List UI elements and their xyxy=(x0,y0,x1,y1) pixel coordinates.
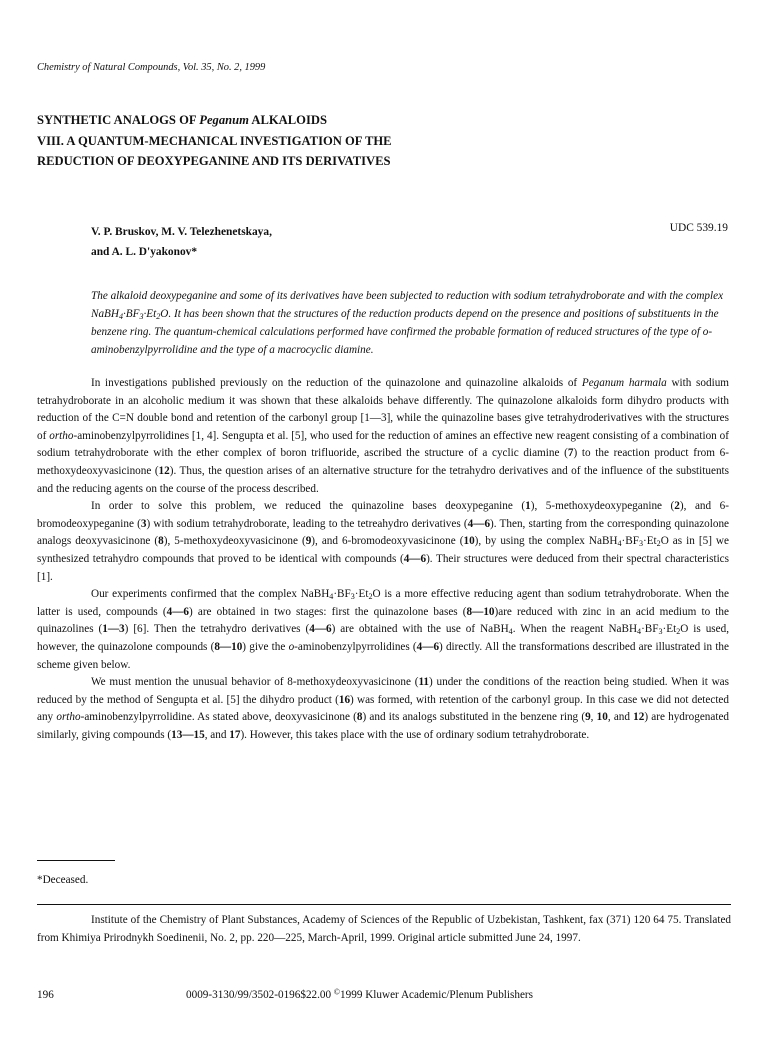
affiliation-rule xyxy=(37,904,731,905)
title-line-3: REDUCTION OF DEOXYPEGANINE AND ITS DERIVATIVES xyxy=(37,154,391,168)
article-title xyxy=(37,110,737,172)
body-text xyxy=(37,375,729,744)
authors-line-1: V. P. Bruskov, M. V. Telezhenetskaya, xyxy=(91,226,272,238)
paragraph-3: Our experiments confirmed that the complex $NaBH_4\cdot BF_3\cdot Et_2O$ is a more effective reducing agent than sodium tetrahydroborate. When the latter is used, compounds (4—6) are obtained in two stages: first the quinazolone bases (8—10)are reduced with zinc in an acid medium to the quinazolines (1—3) [6]. Then the tetrahydro derivatives (4—6) are obtained with the use of NaBH$_4$. When the reagent $NaBH_4\cdot BF_3\cdot Et_2O$ is used, however, the quinazolone compounds (8—10) give the o-aminobenzylpyrrolidines (4—6) directly. All the transformations described are illustrated in the scheme given below. xyxy=(37,588,730,671)
journal-citation: Chemistry of Natural Compounds, Vol. 35, No. 2, 1999 xyxy=(37,62,266,73)
authors-line-2: and A. L. D'yakonov* xyxy=(91,246,198,258)
page-number: 196 xyxy=(37,989,54,1001)
paragraph-4: We must mention the unusual behavior of 8-methoxydeoxyvasicinone (11) under the conditions of the reaction being studied. When it was reduced by the method of Sengupta et al. [5] the dihydro product (16) was formed, with retention of the carbonyl group. In this case we did not detected any ortho-aminobenzylpyrrolidine. As stated above, deoxyvasicinone (8) and its analogs substituted in the benzene ring (9, 10, and 12) are hydrogenated similarly, giving compounds (13—15, and 17). However, this takes place with the use of ordinary sodium tetrahydroborate. xyxy=(37,676,730,741)
copyright-line: 0009-3130/99/3502-0196$22.00 ©1999 Kluwer Academic/Plenum Publishers xyxy=(186,987,534,1001)
abstract: The alkaloid deoxypeganine and some of its derivatives have been subjected to reduction with sodium tetrahydroborate and with the complex $NaBH_4\cdot BF_3\cdot Et_2O$. It has been shown that the structures of the reduction products depend on the presence and positions of substituents in the benzene ring. The quantum-chemical calculations performed have confirmed the probable formation of reduced structures of the type of o-aminobenzylpyrrolidine and the type of a macrocyclic diamine. xyxy=(91,290,724,356)
authors xyxy=(91,222,272,262)
affiliation: Institute of the Chemistry of Plant Substances, Academy of Sciences of the Republic of Uzbekistan, Tashkent, fax (371) 120 64 75. Translated from Khimiya Prirodnykh Soedinenii, No. 2, pp. 220—225, March-April, 1999. Original article submitted June 24, 1997. xyxy=(37,914,731,944)
footnote-rule xyxy=(37,860,115,861)
title-line-2: VIII. A QUANTUM-MECHANICAL INVESTIGATION OF THE xyxy=(37,133,392,148)
udc-code: UDC 539.19 xyxy=(669,222,728,234)
footnote: *Deceased. xyxy=(37,874,89,886)
paragraph-1: In investigations published previously on the reduction of the quinazolone and quinazoline alkaloids of Peganum harmala with sodium tetrahydroborate in an alcoholic medium it was shown that these alkaloids behave differently. The quinazolone alkaloids form dihydro products with reduction of the C=N double bond and retention of the carbonyl group [1—3], while the quinazoline bases give tetrahydroderivatives with the structures of ortho-aminobenzylpyrrolidines [1, 4]. Sengupta et al. [5], who used for the reduction of amines an effective new reagent consisting of a combination of sodium tetrahydroborate with the ether complex of boron trifluoride, ascribed the structure of a cyclic diamine (7) to the reaction product from 6-methoxydeoxyvasicinone (12). Thus, the question arises of an alternative structure for the tetrahydro derivatives and of the influence of the substituents and the reducing agents on the course of the process described. xyxy=(37,377,729,495)
title-line-1: SYNTHETIC ANALOGS OF Peganum ALKALOIDS xyxy=(37,113,327,127)
paragraph-2: In order to solve this problem, we reduced the quinazoline bases deoxypeganine (1), 5-methoxydeoxypeganine (2), and 6-bromodeoxypeganine (3) with sodium tetrahydroborate, leading to the tetreahydro derivatives (4—6). Then, starting from the corresponding quinazolone analogs deoxyvasicinone (8), 5-methoxydeoxyvasicinone (9), and 6-bromodeoxyvasicinone (10), by using the complex $NaBH_4\cdot BF_3\cdot Et_2O$ as in [5] we synthesized tetrahydro compounds that proved to be identical with compounds (4—6). Their structures were deduced from their spectral characteristics [1]. xyxy=(37,500,730,583)
